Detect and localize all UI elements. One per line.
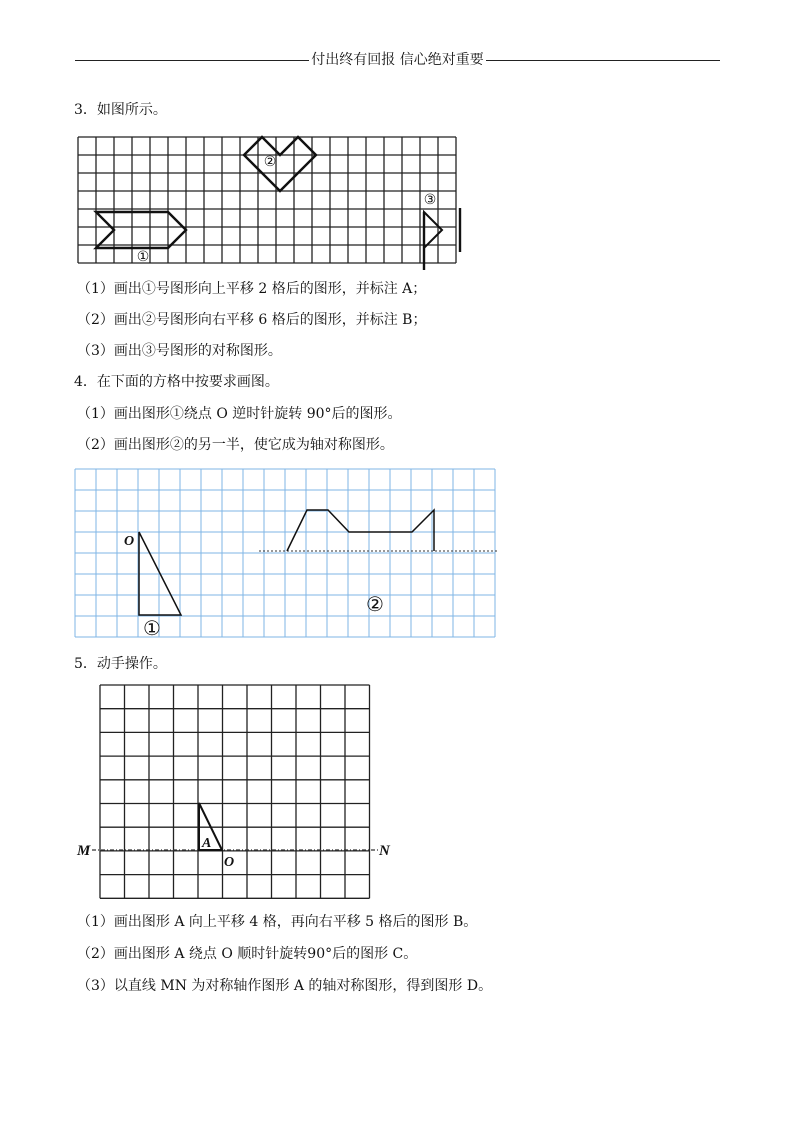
q4-label-1: ① <box>143 616 161 640</box>
q3-item-1: （1）画出①号图形向上平移 2 格后的图形，并标注 A； <box>77 281 427 297</box>
q5-label-o: O <box>224 855 235 870</box>
q3-title: 3．如图所示。 <box>74 102 167 118</box>
q5-label-a: A <box>202 836 212 851</box>
q3-label-1: ① <box>136 249 150 265</box>
q3-label-3: ③ <box>423 192 437 208</box>
q4-point-o: O <box>124 534 135 549</box>
q5-label-m: M <box>77 843 91 859</box>
q5-label-n: N <box>379 843 390 859</box>
q5-item-3: （3）以直线 MN 为对称轴作图形 A 的轴对称图形，得到图形 D。 <box>77 978 493 994</box>
q3-item-2: （2）画出②号图形向右平移 6 格后的图形，并标注 B； <box>77 312 427 328</box>
q4-item-2: （2）画出图形②的另一半，使它成为轴对称图形。 <box>77 437 394 453</box>
q3-label-2: ② <box>263 154 277 170</box>
header-motto: 付出终有回报 信心绝对重要 <box>311 52 484 68</box>
q4-label-2: ② <box>366 592 384 616</box>
q4-title: 4．在下面的方格中按要求画图。 <box>74 374 279 390</box>
q5-title: 5．动手操作。 <box>74 656 167 672</box>
q3-item-3: （3）画出③号图形的对称图形。 <box>77 343 282 359</box>
q5-item-2: （2）画出图形 A 绕点 O 顺时针旋转90°后的图形 C。 <box>77 946 418 962</box>
q5-item-1: （1）画出图形 A 向上平移 4 格，再向右平移 5 格后的图形 B。 <box>77 914 478 930</box>
q4-item-1: （1）画出图形①绕点 O 逆时针旋转 90°后的图形。 <box>77 406 402 422</box>
